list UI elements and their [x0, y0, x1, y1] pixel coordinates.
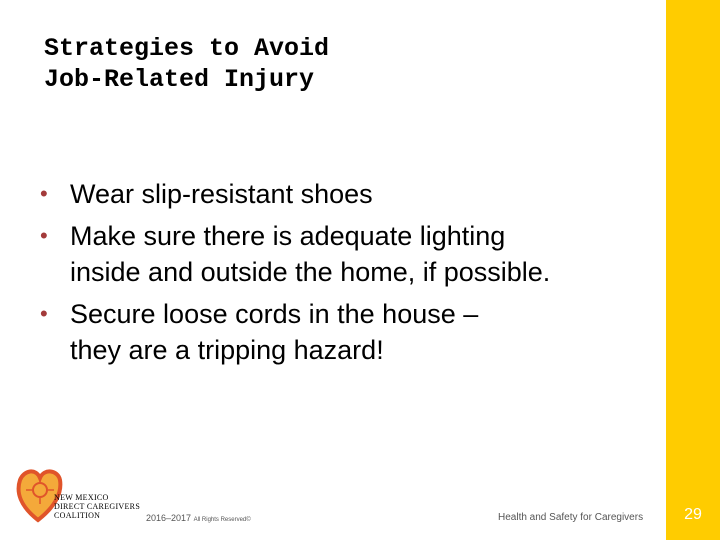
- bullet-item: [40, 296, 660, 368]
- bullet-text: inside and outside the home, if possible.: [70, 257, 551, 287]
- copyright-text: All Rights Reserved©: [193, 517, 251, 523]
- title-line-2: Job-Related Injury: [44, 65, 315, 94]
- bullet-text: Make sure there is adequate lighting: [70, 221, 506, 251]
- copyright-years: 2016–2017: [146, 513, 192, 523]
- bullet-list: [40, 176, 660, 374]
- bullet-icon: •: [40, 301, 48, 326]
- logo-text: [54, 493, 140, 520]
- logo-line: COALITION: [54, 511, 101, 520]
- footer-label: Health and Safety for Caregivers: [498, 512, 644, 523]
- title-line-1: Strategies to Avoid: [44, 34, 330, 63]
- slide-title: [44, 33, 644, 95]
- bullet-text: Wear slip-resistant shoes: [70, 179, 373, 209]
- bullet-icon: •: [40, 181, 48, 206]
- bullet-text: Secure loose cords in the house –: [70, 299, 479, 329]
- bullet-item: [40, 176, 660, 212]
- accent-bar: [666, 0, 720, 540]
- page-number: 29: [684, 506, 702, 523]
- bullet-item: [40, 218, 660, 290]
- logo-line: DIRECT CAREGIVERS: [54, 502, 141, 511]
- copyright-notice: [146, 513, 251, 523]
- bullet-icon: •: [40, 223, 48, 248]
- bullet-text: they are a tripping hazard!: [70, 335, 384, 365]
- logo-line: NEW MEXICO: [54, 493, 109, 502]
